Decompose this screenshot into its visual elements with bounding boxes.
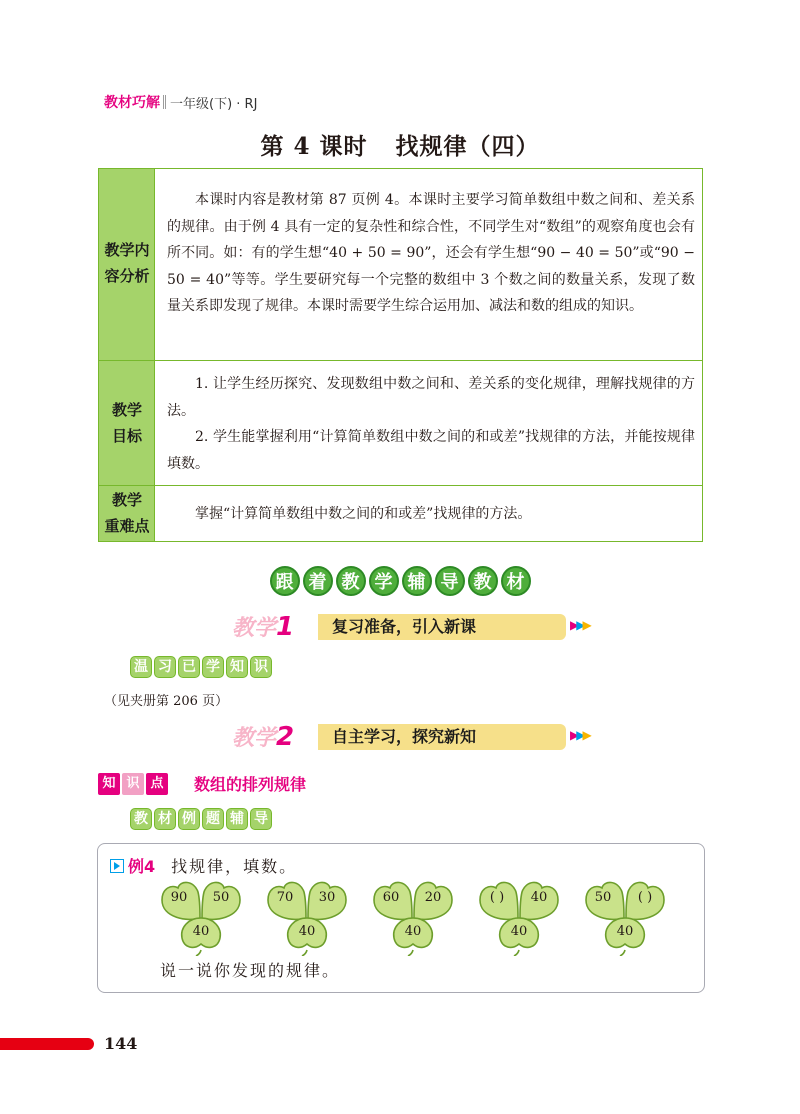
banner-char: 教 xyxy=(336,566,366,596)
clover-figure xyxy=(158,878,244,956)
paragraph: 本课时内容是教材第 87 页例 4。本课时主要学习简单数组中数之间和、差关系的规律。由于例 4 具有一定的复杂性和综合性，不同学生对“数组”的观察角度也会有所不同。如：有的学生想“40 + 50 = 90”，还会有学生想“90 − 40 = 50”或“90 − 50 = 40”等等。学生要研究每一个完整的数组中 3 个数之间的数量关系，发现了数量关系即发现了规律。本课时需要学生综合运用加、减法和数的组成的知识。 xyxy=(167,192,695,315)
reference-note: （见夹册第 206 页） xyxy=(104,694,229,709)
kp-char: 识 xyxy=(122,773,144,795)
paragraph: 掌握“计算简单数组中数之间的和或差”找规律的方法。 xyxy=(195,506,532,522)
clover-bottom-number: 40 xyxy=(298,924,316,939)
tag-char: 题 xyxy=(202,808,224,830)
clover-bottom-number: 40 xyxy=(404,924,422,939)
page-number: 144 xyxy=(104,1034,138,1053)
label-content-analysis xyxy=(99,237,155,289)
label-key-points xyxy=(99,487,155,539)
clover-left-number: 60 xyxy=(382,890,400,905)
label-line: 重难点 xyxy=(104,517,150,535)
section-badge xyxy=(232,722,320,752)
row-divider xyxy=(99,485,702,486)
clover-row xyxy=(158,878,678,958)
tag-char: 教 xyxy=(130,808,152,830)
book-brand: 教材巧解 xyxy=(104,95,160,111)
lesson-topic: 找规律（四） xyxy=(395,133,540,160)
textbook-example-tag xyxy=(130,808,272,830)
section-badge xyxy=(232,612,320,642)
badge-number: 2 xyxy=(276,722,295,752)
banner-char: 材 xyxy=(501,566,531,596)
section-title: 自主学习，探究新知 xyxy=(332,727,477,746)
clover-right-number: ( ) xyxy=(637,890,653,905)
clover-right-number: 20 xyxy=(424,890,442,905)
clover-right-number: 50 xyxy=(212,890,230,905)
grade-label: 一年级(下) · RJ xyxy=(170,96,258,112)
lesson-title xyxy=(0,128,800,161)
banner-char: 辅 xyxy=(402,566,432,596)
lesson-info-table xyxy=(98,168,703,542)
section-title-bar xyxy=(318,614,566,640)
clover-left-number: 70 xyxy=(276,890,294,905)
triple-arrow-icon: ▶▶▶ xyxy=(570,728,589,742)
tag-char: 例 xyxy=(178,808,200,830)
label-line: 教学 xyxy=(111,491,142,509)
content-analysis-text xyxy=(167,187,695,320)
example-box xyxy=(97,843,705,993)
clover-left-number: 90 xyxy=(170,890,188,905)
label-line: 目标 xyxy=(111,427,142,445)
clover-figure xyxy=(370,878,456,956)
banner-char: 导 xyxy=(435,566,465,596)
review-knowledge-tag xyxy=(130,656,272,678)
knowledge-point-title: 数组的排列规律 xyxy=(194,775,307,794)
follow-textbook-banner xyxy=(0,566,800,596)
tag-char: 习 xyxy=(154,656,176,678)
example-prompt: 说一说你发现的规律。 xyxy=(160,961,341,980)
lesson-number: 第 4 课时 xyxy=(260,133,368,160)
paragraph: 1. 让学生经历探究、发现数组中数之间和、差关系的变化规律，理解找规律的方法。 xyxy=(167,376,695,419)
label-teaching-goals xyxy=(99,397,155,449)
badge-number: 1 xyxy=(276,612,295,642)
clover-right-number: 40 xyxy=(530,890,548,905)
running-header xyxy=(104,92,257,112)
tag-char: 学 xyxy=(202,656,224,678)
example-number: 例4 xyxy=(128,857,156,876)
label-line: 容分析 xyxy=(104,267,150,285)
banner-char: 教 xyxy=(468,566,498,596)
clover-bottom-number: 40 xyxy=(616,924,634,939)
badge-word: 教学 xyxy=(232,726,277,751)
paragraph: 2. 学生能掌握利用“计算简单数组中数之间的和或差”找规律的方法，并能按规律填数。 xyxy=(167,429,695,472)
badge-word: 教学 xyxy=(232,616,277,641)
header-divider xyxy=(163,95,166,109)
kp-char: 点 xyxy=(146,773,168,795)
play-square-icon xyxy=(110,859,124,873)
clover-left-number: ( ) xyxy=(489,890,505,905)
teaching-goals-text xyxy=(167,371,695,477)
banner-char: 跟 xyxy=(270,566,300,596)
knowledge-point-heading xyxy=(98,772,306,795)
clover-bottom-number: 40 xyxy=(510,924,528,939)
clover-figure xyxy=(476,878,562,956)
banner-char: 着 xyxy=(303,566,333,596)
tag-char: 导 xyxy=(250,808,272,830)
key-points-text xyxy=(167,501,695,528)
kp-char: 知 xyxy=(98,773,120,795)
section-title: 复习准备，引入新课 xyxy=(332,617,477,636)
tag-char: 辅 xyxy=(226,808,248,830)
clover-bottom-number: 40 xyxy=(192,924,210,939)
clover-left-number: 50 xyxy=(594,890,612,905)
tag-char: 材 xyxy=(154,808,176,830)
tag-char: 知 xyxy=(226,656,248,678)
tag-char: 温 xyxy=(130,656,152,678)
tag-char: 已 xyxy=(178,656,200,678)
clover-right-number: 30 xyxy=(318,890,336,905)
section-1-banner xyxy=(232,612,592,642)
triple-arrow-icon: ▶▶▶ xyxy=(570,618,589,632)
tag-char: 识 xyxy=(250,656,272,678)
footer-bar xyxy=(0,1038,94,1050)
example-task: 找规律，填数。 xyxy=(171,857,298,876)
section-2-banner xyxy=(232,722,592,752)
clover-figure xyxy=(264,878,350,956)
row-divider xyxy=(99,360,702,361)
banner-char: 学 xyxy=(369,566,399,596)
label-line: 教学 xyxy=(111,401,142,419)
example-heading xyxy=(110,854,297,877)
clover-figure xyxy=(582,878,668,956)
section-title-bar xyxy=(318,724,566,750)
label-line: 教学内 xyxy=(104,241,150,259)
